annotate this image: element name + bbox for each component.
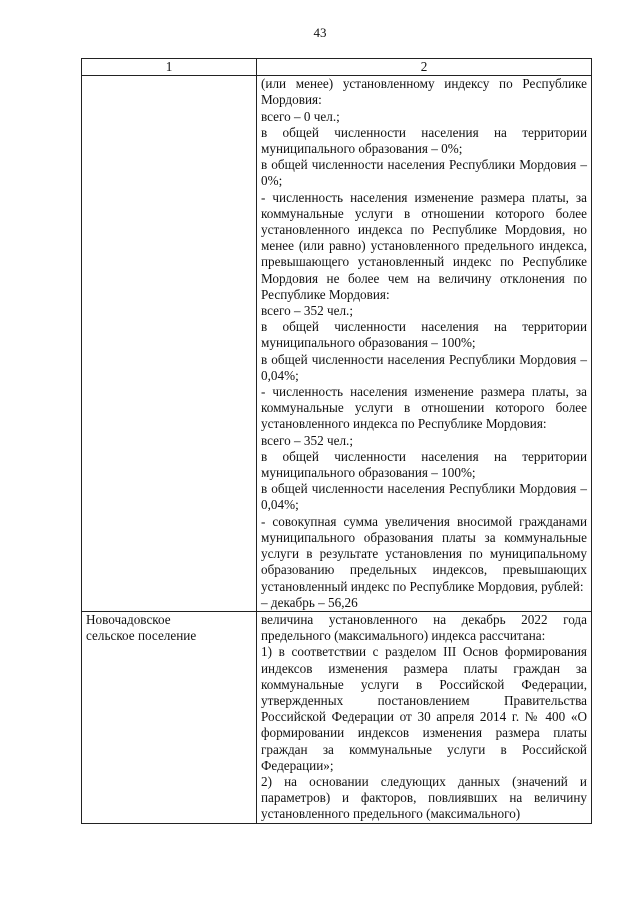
paragraph: в общей численности населения на территории муниципального образования – 100%;	[261, 319, 587, 351]
paragraph: 2) на основании следующих данных (значений и параметров) и факторов, повлиявших на величину установленного предельного (максимального)	[261, 773, 587, 822]
paragraph: - совокупная сумма увеличения вносимой гражданами муниципального образования платы за коммунальные услуги в результате установления по муниципальному образованию предельных индексов, превышающих установленный индекс по Республике Мордовия, рублей:	[261, 513, 587, 594]
table-row	[82, 611, 592, 823]
paragraph: в общей численности населения на территории муниципального образования – 0%;	[261, 124, 587, 157]
header-cell-2: 2	[257, 59, 592, 76]
paragraph: 1) в соответствии с разделом III Основ формирования индексов изменения размера платы граждан за коммунальные услуги в Российской Федерации, утвержденных постановлением Правительства Российской Федерации от 30 апреля 2014 г. № 400 «О формировании индексов изменения размера платы граждан за коммунальные услуги в Российской Федерации»;	[261, 644, 587, 773]
description-cell	[257, 611, 592, 823]
municipality-name: сельское поселение	[86, 628, 197, 644]
paragraph: - численность населения изменение размера платы, за коммунальные услуги в отношении которого более установленного индекса по Республике Мордовия:	[261, 384, 587, 432]
paragraph: – декабрь – 56,26	[261, 594, 358, 610]
table-header-row	[82, 59, 592, 76]
municipality-cell	[82, 611, 257, 823]
paragraph: - численность населения изменение размера платы, за коммунальные услуги в отношении которого более установленного индекса по Республике Мордовия, но менее (или равно) установленного предельного индекса, превышающего установленный индекс по Республике Мордовия не более чем на величину отклонения по Республике Мордовия:	[261, 189, 587, 302]
paragraph: всего – 352 чел.;	[261, 303, 353, 319]
table-row	[82, 76, 592, 612]
page-number: 43	[313, 25, 327, 40]
paragraph: всего – 0 чел.;	[261, 108, 340, 124]
municipality-cell	[82, 76, 257, 612]
paragraph: (или менее) установленному индексу по Республике Мордовия:	[261, 76, 587, 108]
paragraph: всего – 352 чел.;	[261, 432, 353, 448]
document-table	[81, 58, 592, 824]
paragraph: в общей численности населения Республики Мордовия – 0,04%;	[261, 351, 587, 383]
header-cell-1: 1	[82, 59, 257, 76]
municipality-name: Новочадовское	[86, 611, 171, 627]
paragraph: в общей численности населения Республики Мордовия – 0%;	[261, 157, 587, 189]
paragraph: в общей численности населения Республики Мордовия – 0,04%;	[261, 481, 587, 513]
description-cell	[257, 76, 592, 612]
paragraph: в общей численности населения на территории муниципального образования – 100%;	[261, 448, 587, 481]
paragraph: величина установленного на декабрь 2022 года предельного (максимального) индекса рассчитана:	[261, 611, 587, 644]
